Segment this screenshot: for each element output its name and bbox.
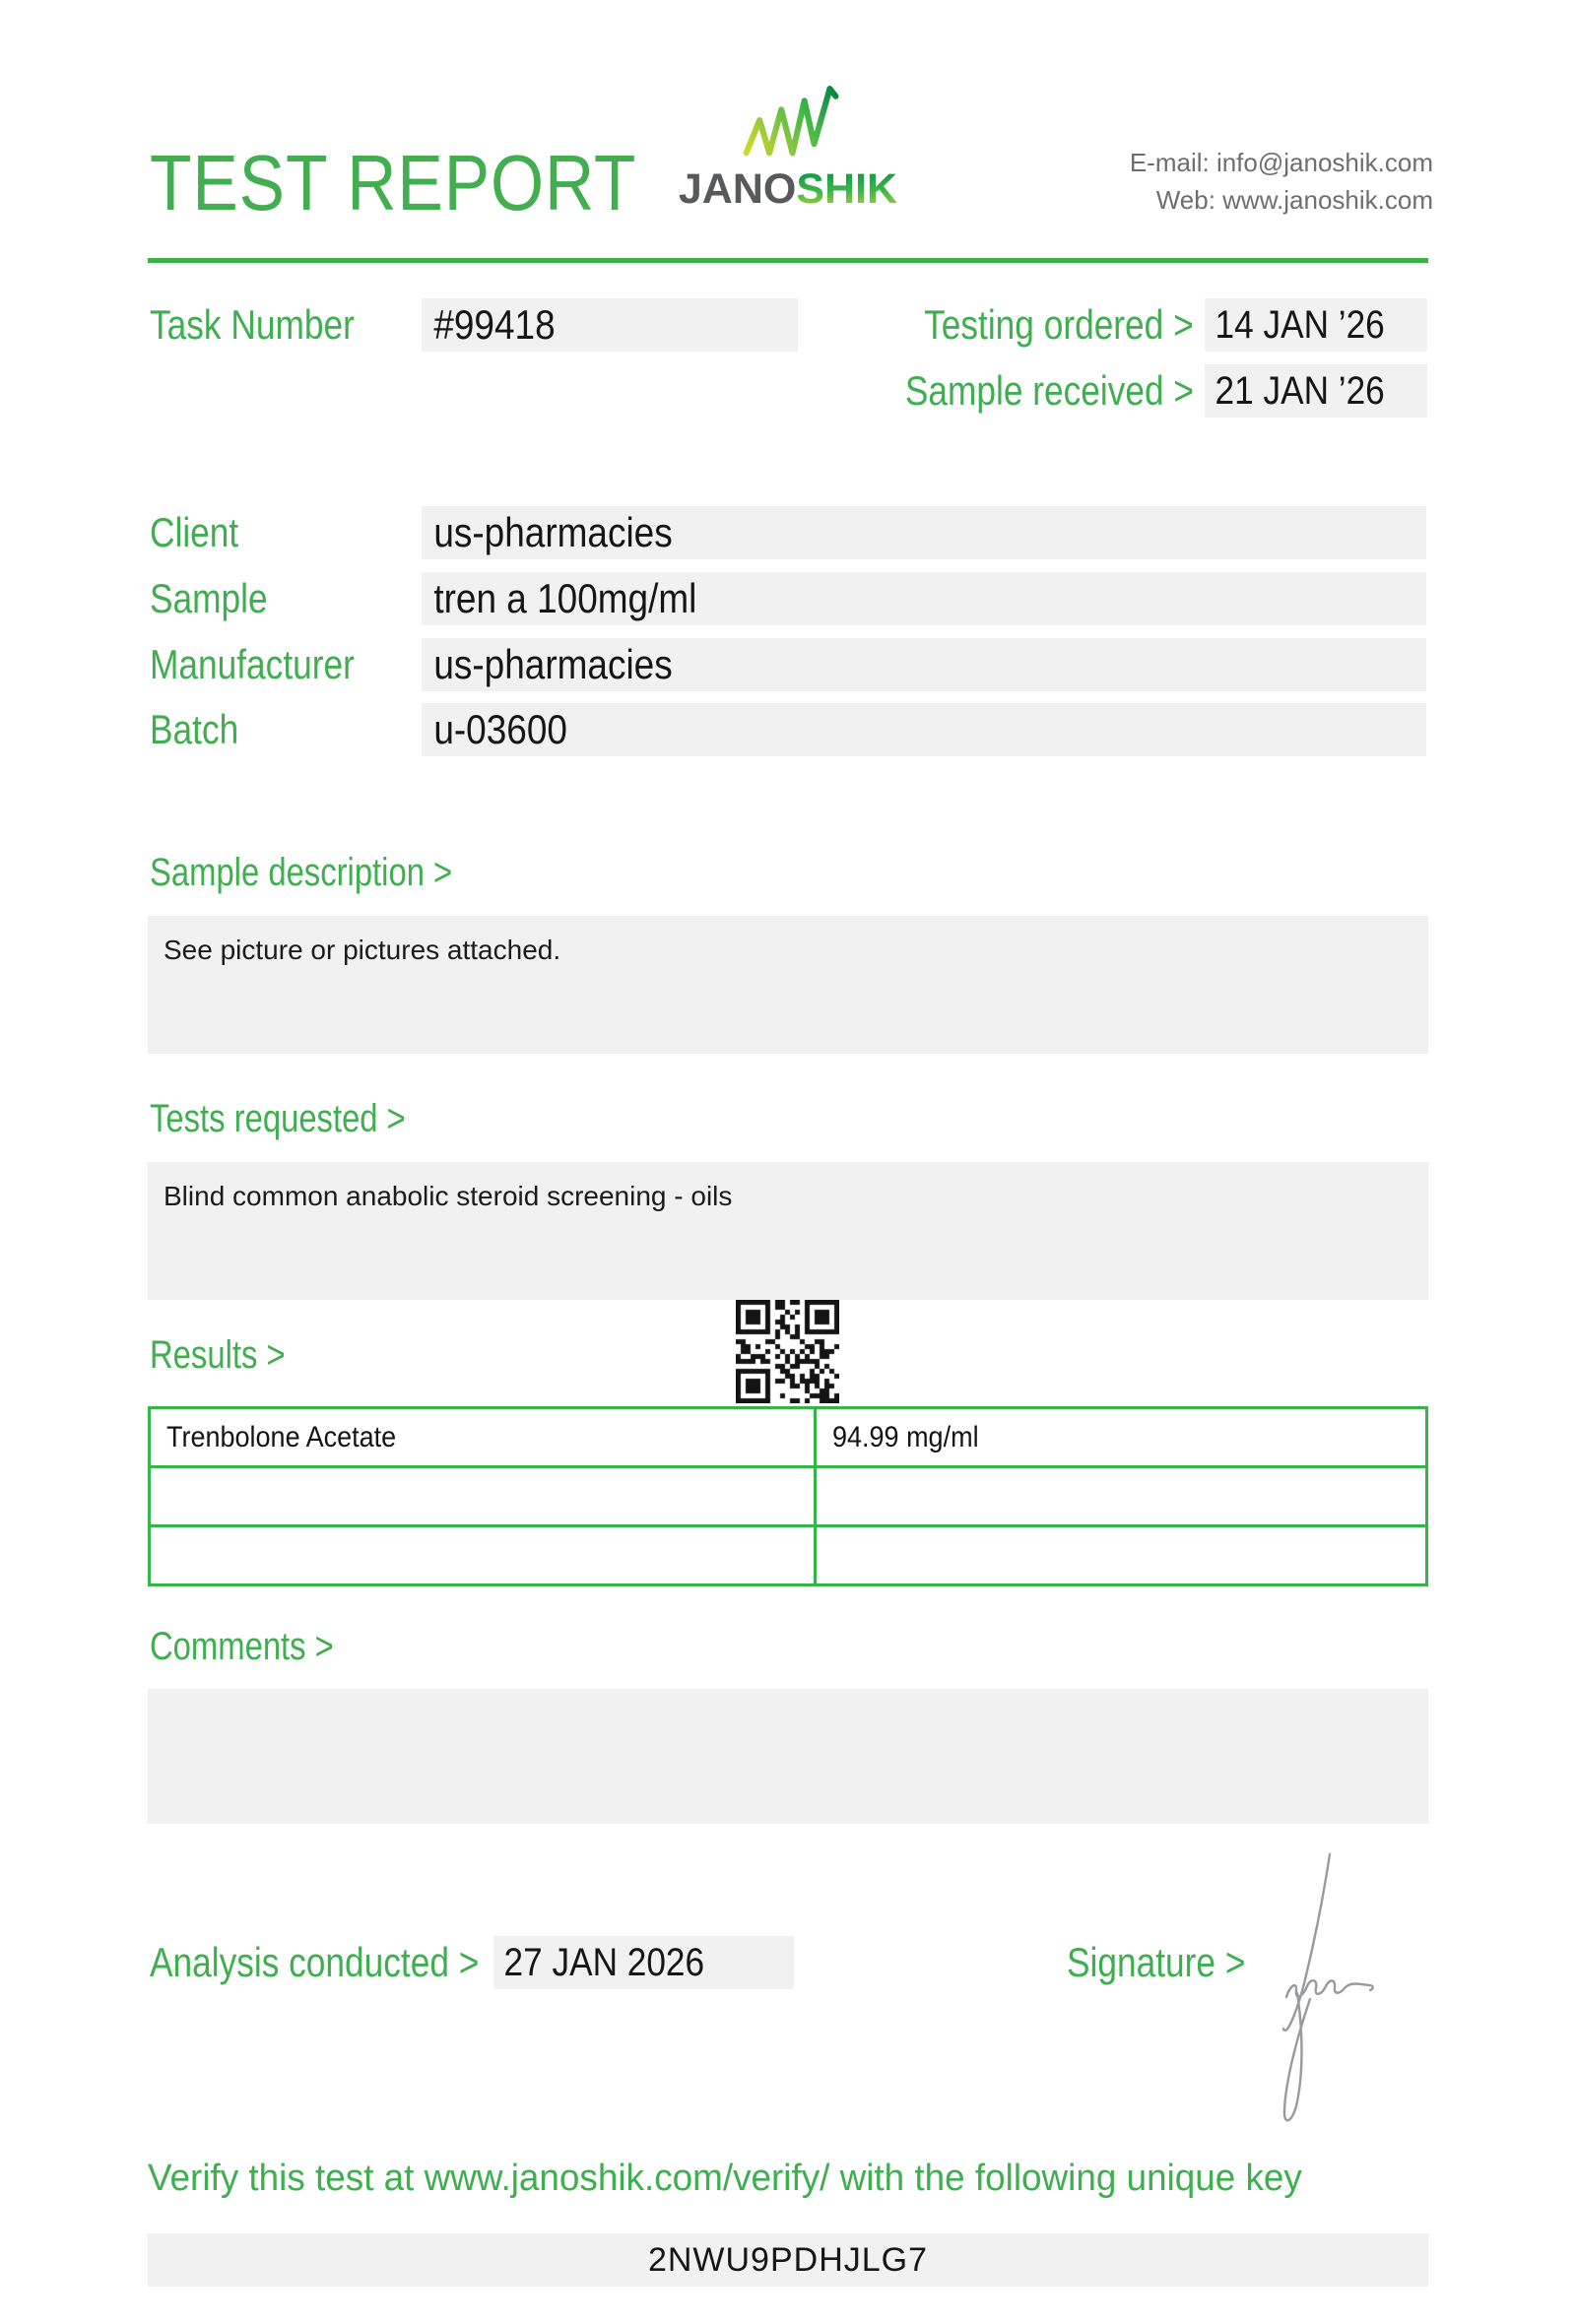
results-table	[148, 1406, 1428, 1586]
verify-key-box	[148, 2233, 1428, 2287]
analyte-cell: Trenbolone Acetate	[150, 1408, 816, 1467]
contact-web: Web: www.janoshik.com	[1155, 185, 1433, 215]
sample-value-box	[422, 572, 1426, 625]
sample-description-box	[148, 916, 1428, 1054]
task-number-label: Task Number	[150, 301, 355, 348]
result-cell: 94.99 mg/ml	[816, 1408, 1427, 1467]
batch-value-box	[422, 703, 1426, 756]
tests-requested-heading: Tests requested >	[150, 1097, 406, 1140]
verify-key: 2NWU9PDHJLG7	[647, 2241, 929, 2279]
client-value-box	[422, 506, 1426, 559]
logo-wordmark	[678, 167, 898, 211]
results-row	[150, 1526, 1427, 1585]
sample-received-value-box	[1205, 364, 1427, 418]
results-heading: Results >	[150, 1333, 286, 1377]
qr-code	[736, 1300, 839, 1403]
page-title-text: TEST REPORT	[150, 139, 637, 226]
tests-requested-box	[148, 1162, 1428, 1300]
batch-label: Batch	[150, 706, 239, 752]
task-number-value: #99418	[433, 301, 556, 348]
analyte-cell	[150, 1467, 816, 1526]
result-cell	[816, 1526, 1427, 1585]
manufacturer-value: us-pharmacies	[433, 641, 673, 687]
manufacturer-label: Manufacturer	[150, 641, 355, 687]
header-divider	[148, 258, 1428, 263]
logo-text-jano: JANO	[678, 165, 797, 213]
signature-label: Signature >	[1067, 1939, 1246, 1985]
analysis-conducted-label: Analysis conducted >	[150, 1939, 480, 1985]
contact-email: E-mail: info@janoshik.com	[1129, 148, 1433, 177]
sample-value: tren a 100mg/ml	[433, 575, 697, 621]
testing-ordered-value-box	[1205, 298, 1427, 352]
analyte-cell	[150, 1526, 816, 1585]
sample-received-value: 21 JAN ’26	[1215, 369, 1385, 413]
client-label: Client	[150, 509, 239, 555]
contact-block	[1130, 144, 1433, 219]
comments-heading: Comments >	[150, 1625, 334, 1668]
page-title	[150, 139, 709, 226]
results-row	[150, 1408, 1427, 1467]
sample-received-label: Sample received >	[904, 367, 1194, 414]
testing-ordered-value: 14 JAN ’26	[1215, 303, 1385, 347]
logo-growth-chart-icon	[742, 79, 840, 161]
task-number-value-box	[422, 298, 798, 352]
verify-instruction: Verify this test at www.janoshik.com/verify/ with the following unique key	[148, 2158, 1302, 2199]
result-cell	[816, 1467, 1427, 1526]
sample-description-text: See picture or pictures attached.	[164, 935, 561, 965]
sample-label: Sample	[150, 575, 268, 621]
client-value: us-pharmacies	[433, 509, 673, 555]
signature-scribble	[1273, 1849, 1391, 2140]
analysis-date-box	[493, 1936, 794, 1989]
logo-text-shik: SHIK	[796, 165, 898, 213]
analysis-date-value: 27 JAN 2026	[503, 1941, 705, 1984]
results-row	[150, 1467, 1427, 1526]
batch-value: u-03600	[433, 706, 567, 752]
sample-description-heading: Sample description >	[150, 851, 453, 894]
tests-requested-text: Blind common anabolic steroid screening - oils	[164, 1181, 733, 1211]
comments-box	[148, 1689, 1428, 1824]
manufacturer-value-box	[422, 638, 1426, 691]
testing-ordered-label: Testing ordered >	[924, 301, 1194, 348]
